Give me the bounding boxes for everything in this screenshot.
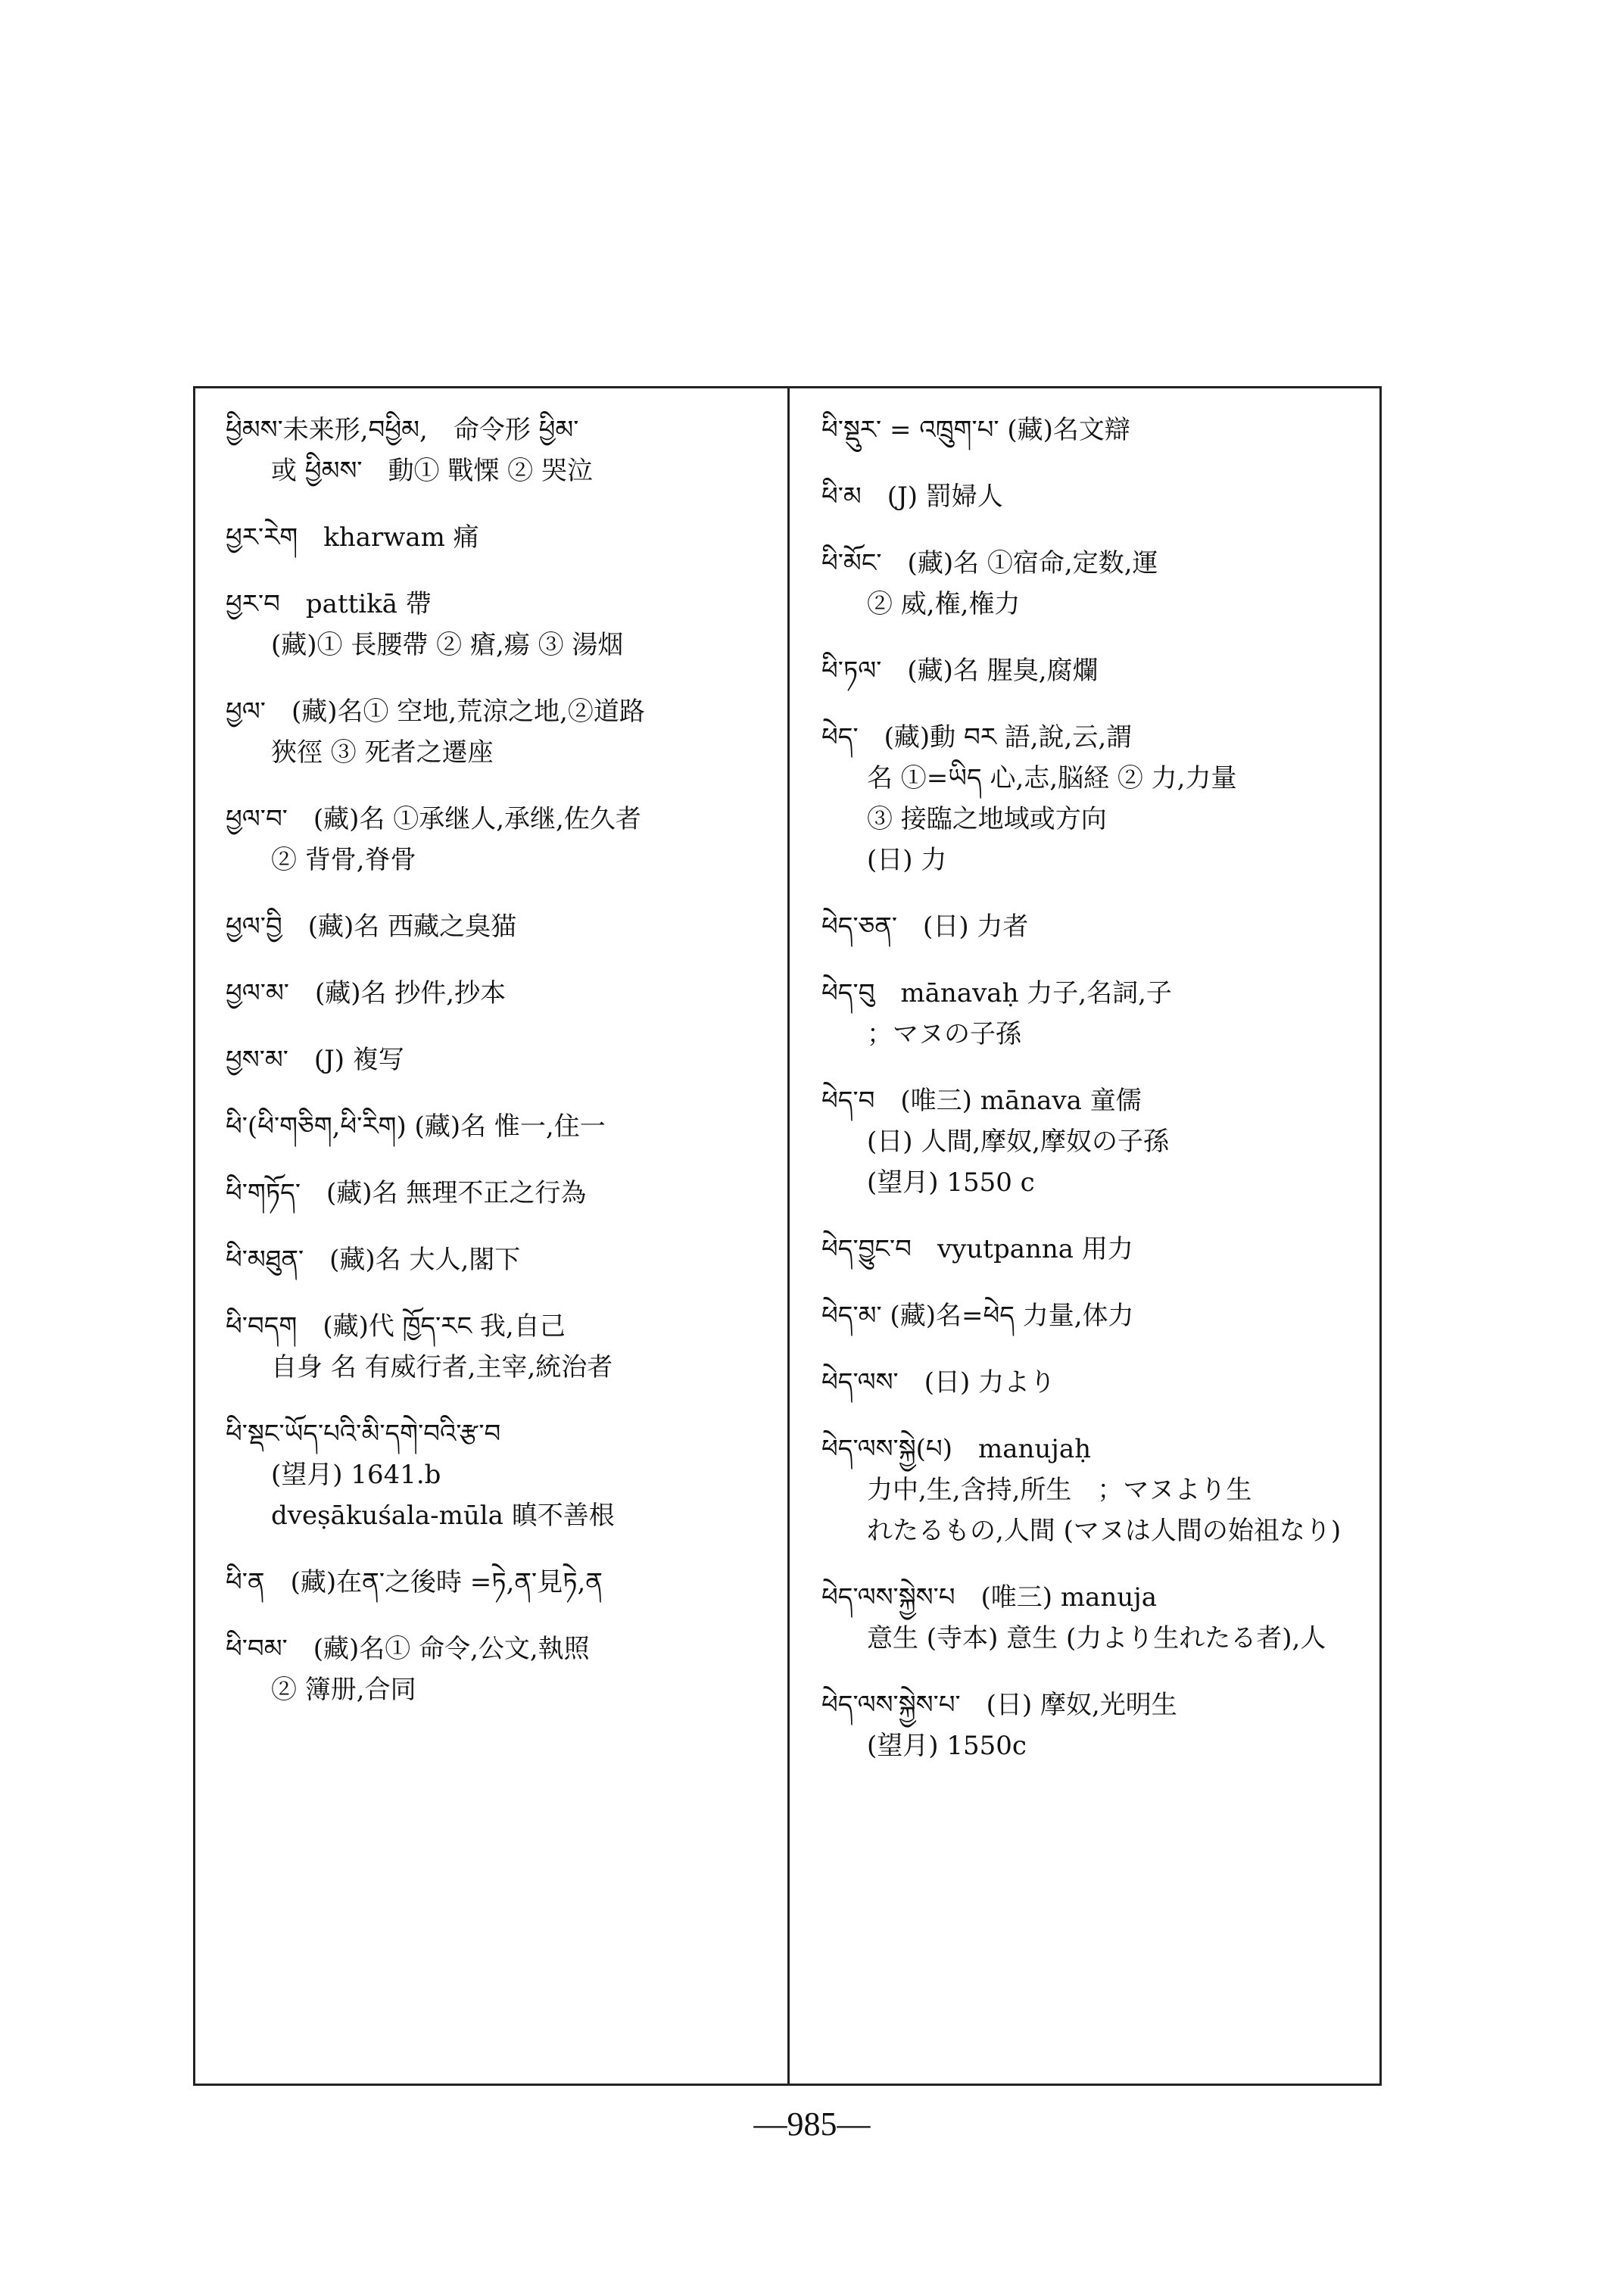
entry-definition-line: dveṣākuśala-mūla 瞋不善根	[271, 1501, 615, 1531]
dictionary-entry	[821, 543, 1368, 625]
entry-headword-line: ཕེད་བུ mānavaḥ 力子,名詞,子	[821, 978, 1172, 1008]
dictionary-entry	[226, 410, 776, 491]
entry-headword-line: ཕེད་ལས་ (日) 力より	[821, 1367, 1056, 1398]
entry-headword-line: ཕྱལ་མ་ (藏)名 抄件,抄本	[226, 978, 507, 1008]
dictionary-entry	[821, 1080, 1368, 1203]
entry-definition-line: (望月) 1550 c	[867, 1167, 1035, 1198]
entry-headword-line: ཕེད་བྱུང་བ vyutpanna 用力	[821, 1234, 1133, 1264]
dictionary-entry	[226, 1106, 776, 1147]
entry-headword-line: ཕི་མ (J) 罰婦人	[821, 482, 1003, 512]
left-column	[195, 388, 790, 2084]
entry-headword-line: ཕེད་ལས་སྐྱེས་པ་ (日) 摩奴,光明生	[821, 1690, 1177, 1720]
entry-definition-line: (望月) 1550c	[867, 1731, 1027, 1761]
entry-definition-line: れたるもの,人間 (マヌは人間の始祖なり)	[867, 1516, 1342, 1546]
dictionary-entry	[821, 1577, 1368, 1659]
entry-headword-line: ཕི་(ཕི་གཅིག,ཕི་རིག) (藏)名 惟一,住一	[226, 1111, 606, 1142]
entry-headword-line: ཕི་སྡང་ཡོད་པའི་མི་དགེ་བའི་རྩ་བ	[226, 1419, 501, 1449]
entry-definition-line: 自身 名 有威行者,主宰,統治者	[271, 1352, 613, 1382]
dictionary-entry	[821, 1295, 1368, 1336]
entry-headword-line: ཕེད་ (藏)動 བར 語,說,云,謂	[821, 722, 1133, 753]
entry-definition-line: (望月) 1641.b	[271, 1460, 441, 1490]
entry-definition-line: (藏)① 長腰帶 ② 瘡,瘍 ③ 湯烟	[271, 630, 624, 660]
entry-headword-line: ཕི་གཏོད་ (藏)名 無理不正之行為	[226, 1178, 587, 1208]
entry-definition-line: ；マヌの子孫	[867, 1019, 1021, 1049]
dictionary-entry	[226, 1239, 776, 1280]
dictionary-entry	[226, 691, 776, 773]
entry-headword-line: ཕྱས་མ་ (J) 複写	[226, 1045, 404, 1075]
dictionary-entry	[226, 517, 776, 558]
dictionary-entry	[226, 1413, 776, 1536]
entry-headword-line: ཕེད་བ (唯三) mānava 童儒	[821, 1086, 1142, 1116]
dictionary-entry	[226, 799, 776, 881]
dictionary-entry	[821, 1429, 1368, 1551]
dictionary-entry	[226, 584, 776, 665]
entry-headword-line: ཕྱར་བ pattikā 帶	[226, 589, 432, 619]
entry-headword-line: ཕི་མོང་ (藏)名 ①宿命,定数,運	[821, 548, 1158, 578]
dictionary-entry	[821, 1362, 1368, 1403]
entry-definition-line: ③ 接臨之地域或方向	[867, 804, 1107, 834]
entry-headword-line: ཕྱར་རེག kharwam 痛	[226, 522, 479, 553]
entry-definition-line: (日) 力	[867, 845, 947, 875]
dictionary-entry	[821, 1685, 1368, 1766]
entry-headword-line: ཕེད་མ་ (藏)名=ཕེད 力量,体力	[821, 1301, 1134, 1331]
dictionary-entry	[226, 1306, 776, 1388]
entry-definition-line: 名 ①=ཡིད 心,志,脳経 ② 力,力量	[867, 763, 1237, 793]
dictionary-entry	[821, 906, 1368, 947]
entry-definition-line: 意生 (寺本) 意生 (力より生れたる者),人	[867, 1623, 1326, 1653]
entry-headword-line: ཕེད་ལས་སྐྱེས་པ (唯三) manuja	[821, 1582, 1157, 1613]
entry-headword-line: ཕི་ཏལ་ (藏)名 腥臭,腐爛	[821, 656, 1099, 686]
page-number: —985—	[753, 2105, 871, 2143]
entry-definition-line: ② 背骨,脊骨	[271, 845, 416, 875]
dictionary-entry	[226, 1173, 776, 1214]
dictionary-entry	[821, 1229, 1368, 1270]
entry-headword-line: ཕེད་ཅན་ (日) 力者	[821, 912, 1029, 942]
entry-headword-line: ཕི་བདག (藏)代 ཁྱོད་རང 我,自己	[226, 1311, 566, 1342]
entry-headword-line: ཕྱལ་བ་ (藏)名 ①承继人,承继,佐久者	[226, 804, 641, 834]
dictionary-entry	[821, 973, 1368, 1055]
entry-definition-line: 狹徑 ③ 死者之遷座	[271, 737, 494, 768]
entry-headword-line: ཕེད་ལས་སྐྱེ(པ) manujaḥ	[821, 1434, 1091, 1464]
dictionary-entry	[821, 410, 1368, 450]
column-divider	[787, 386, 790, 2086]
dictionary-entry	[821, 476, 1368, 517]
entry-definition-line: ② 威,権,権力	[867, 589, 1021, 619]
entry-headword-line: ཕྱལ་ (藏)名① 空地,荒涼之地,②道路	[226, 697, 645, 727]
entry-headword-line: ཕྱིམས་未来形,བཕྱིམ, 命令形 ཕྱིམ་	[226, 415, 579, 445]
dictionary-entry	[821, 717, 1368, 881]
entry-definition-line: (日) 人間,摩奴,摩奴の子孫	[867, 1127, 1169, 1157]
entry-definition-line: 或 ཕྱིམས་ 動① 戰慄 ② 哭泣	[271, 456, 593, 486]
dictionary-entry	[226, 973, 776, 1014]
entry-headword-line: ཕྱལ་བྱི (藏)名 西藏之臭猫	[226, 912, 517, 942]
dictionary-entry	[821, 650, 1368, 691]
dictionary-entry	[226, 906, 776, 947]
dictionary-entry	[226, 1629, 776, 1710]
entry-headword-line: ཕི་སྡུར་ = འཁྲུག་པ་ (藏)名文辯	[821, 415, 1130, 445]
entry-definition-line: ② 簿册,合同	[271, 1675, 416, 1705]
entry-definition-line: 力中,生,含持,所生 ；マヌより生	[867, 1475, 1252, 1505]
entry-headword-line: ཕི་བམ་ (藏)名① 命令,公文,執照	[226, 1634, 590, 1664]
entry-headword-line: ཕི་ན (藏)在ན་之後時 =ཏེ,ན་見ཏེ,ན	[226, 1567, 603, 1597]
entry-headword-line: ཕི་མཐུན་ (藏)名 大人,閣下	[226, 1245, 521, 1275]
dictionary-entry	[226, 1039, 776, 1080]
dictionary-entry	[226, 1562, 776, 1603]
right-column	[791, 388, 1382, 2084]
